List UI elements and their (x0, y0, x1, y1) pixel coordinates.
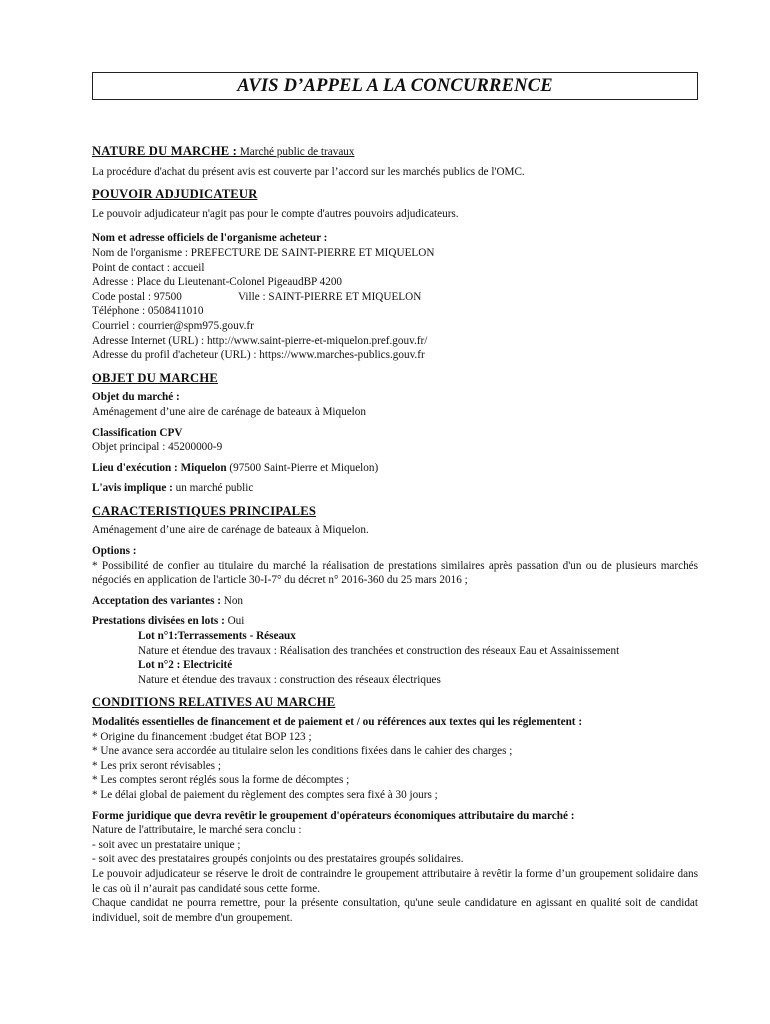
section-heading-objet: OBJET DU MARCHE (92, 370, 218, 385)
lieu-label: Lieu d'exécution : Miquelon (92, 461, 227, 474)
organisme-internet: Adresse Internet (URL) : http://www.saint-pierre-et-miquelon.pref.gouv.fr/ (92, 334, 428, 347)
organisme-telephone: Téléphone : 0508411010 (92, 305, 204, 318)
page-title: AVIS D’APPEL A LA CONCURRENCE (92, 72, 698, 100)
cpv-label: Classification CPV (92, 426, 183, 439)
variantes-value: Non (220, 594, 244, 607)
lots-value: Oui (224, 615, 245, 628)
forme-line-1: Nature de l'attributaire, le marché sera conclu : (92, 824, 302, 837)
options-text: * Possibilité de confier au titulaire du marché la réalisation de prestations similaires après passation d'un ou de plusieurs marchés négociés en application de l'article 30-I-7° du décret n° 2016-360 du 25 mars 2016 ; (92, 559, 698, 587)
modalites-item-1: * Origine du financement :budget état BOP 123 ; (92, 730, 312, 743)
forme-line-3: - soit avec des prestataires groupés conjoints ou des prestataires groupés solidaires. (92, 853, 464, 866)
forme-label: Forme juridique que devra revêtir le groupement d'opérateurs économiques attributaire du marché : (92, 809, 575, 822)
section-heading-caracteristiques: CARACTERISTIQUES PRINCIPALES (92, 503, 317, 518)
modalites-item-4: * Les comptes seront réglés sous la forme de décomptes ; (92, 774, 350, 787)
organisme-nom: Nom de l'organisme : PREFECTURE DE SAINT-PIERRE ET MIQUELON (92, 246, 435, 259)
reserve-text: Le pouvoir adjudicateur se réserve le droit de contraindre le groupement attributaire à revêtir la forme d’un groupement solidaire dans le cas où il n’aurait pas candidaté sous cette forme. (92, 867, 698, 895)
lot2-title: Lot n°2 : Electricité (138, 659, 233, 672)
section-heading-pouvoir: POUVOIR ADJUDICATEUR (92, 187, 258, 202)
lot1-title: Lot n°1:Terrassements - Réseaux (138, 630, 296, 643)
nature-text: La procédure d'achat du présent avis est couverte par l’accord sur les marchés publics de l'OMC. (92, 165, 525, 178)
options-label: Options : (92, 545, 137, 558)
variantes (92, 594, 698, 609)
organisme-contact: Point de contact : accueil (92, 261, 205, 274)
lots (92, 614, 698, 629)
caracteristiques-text: Aménagement d’une aire de carénage de bateaux à Miquelon. (92, 524, 369, 537)
objet-label: Objet du marché : (92, 391, 180, 404)
modalites-label: Modalités essentielles de financement et de paiement et / ou références aux textes qui les réglementent : (92, 716, 583, 728)
avis-value: un marché public (172, 482, 254, 495)
variantes-label: Acceptation des variantes : (92, 594, 221, 607)
cpv-value: Objet principal : 45200000-9 (92, 441, 223, 454)
avis-label: L'avis implique : (92, 482, 173, 495)
section-heading-nature (92, 144, 698, 160)
modalites-item-2: * Une avance sera accordée au titulaire selon les conditions fixées dans le cahier des charges ; (92, 745, 513, 758)
lieu-execution (92, 461, 698, 476)
pouvoir-text: Le pouvoir adjudicateur n'agit pas pour le compte d'autres pouvoirs adjudicateurs. (92, 207, 459, 220)
section-heading-conditions: CONDITIONS RELATIVES AU MARCHE (92, 695, 336, 710)
organisme-profil: Adresse du profil d'acheteur (URL) : https://www.marches-publics.gouv.fr (92, 349, 425, 362)
ville: Ville : SAINT-PIERRE ET MIQUELON (238, 290, 422, 303)
candidature-text: Chaque candidat ne pourra remettre, pour la présente consultation, qu'une seule candidature en agissant en qualité soit de candidat individuel, soit de membre d'un groupement. (92, 897, 698, 924)
lots-label: Prestations divisées en lots : (92, 615, 225, 628)
document-page (92, 72, 698, 925)
organisme-code-ville (92, 290, 698, 305)
organisme-courriel: Courriel : courrier@spm975.gouv.fr (92, 319, 254, 332)
lot1-text: Nature et étendue des travaux : Réalisation des tranchées et construction des réseaux Eau et Assainissement (138, 644, 620, 657)
organisme-label: Nom et adresse officiels de l'organisme acheteur : (92, 232, 328, 245)
organisme-adresse: Adresse : Place du Lieutenant-Colonel PigeaudBP 4200 (92, 276, 343, 289)
objet-value: Aménagement d’une aire de carénage de bateaux à Miquelon (92, 405, 366, 418)
nature-heading-label: NATURE DU MARCHE : (92, 144, 238, 158)
lieu-value: (97500 Saint-Pierre et Miquelon) (226, 461, 379, 474)
nature-value: Marché public de travaux (237, 146, 355, 158)
avis-implique (92, 481, 698, 496)
code-postal: Code postal : 97500 (92, 290, 182, 303)
organisme-block (92, 231, 698, 362)
modalites-item-5: * Le délai global de paiement du règlement des comptes sera fixé à 30 jours ; (92, 788, 438, 801)
modalites-item-3: * Les prix seront révisables ; (92, 759, 221, 772)
lots-list (92, 629, 698, 687)
lot2-text: Nature et étendue des travaux : construction des réseaux électriques (138, 673, 441, 686)
forme-line-2: - soit avec un prestataire unique ; (92, 838, 241, 851)
